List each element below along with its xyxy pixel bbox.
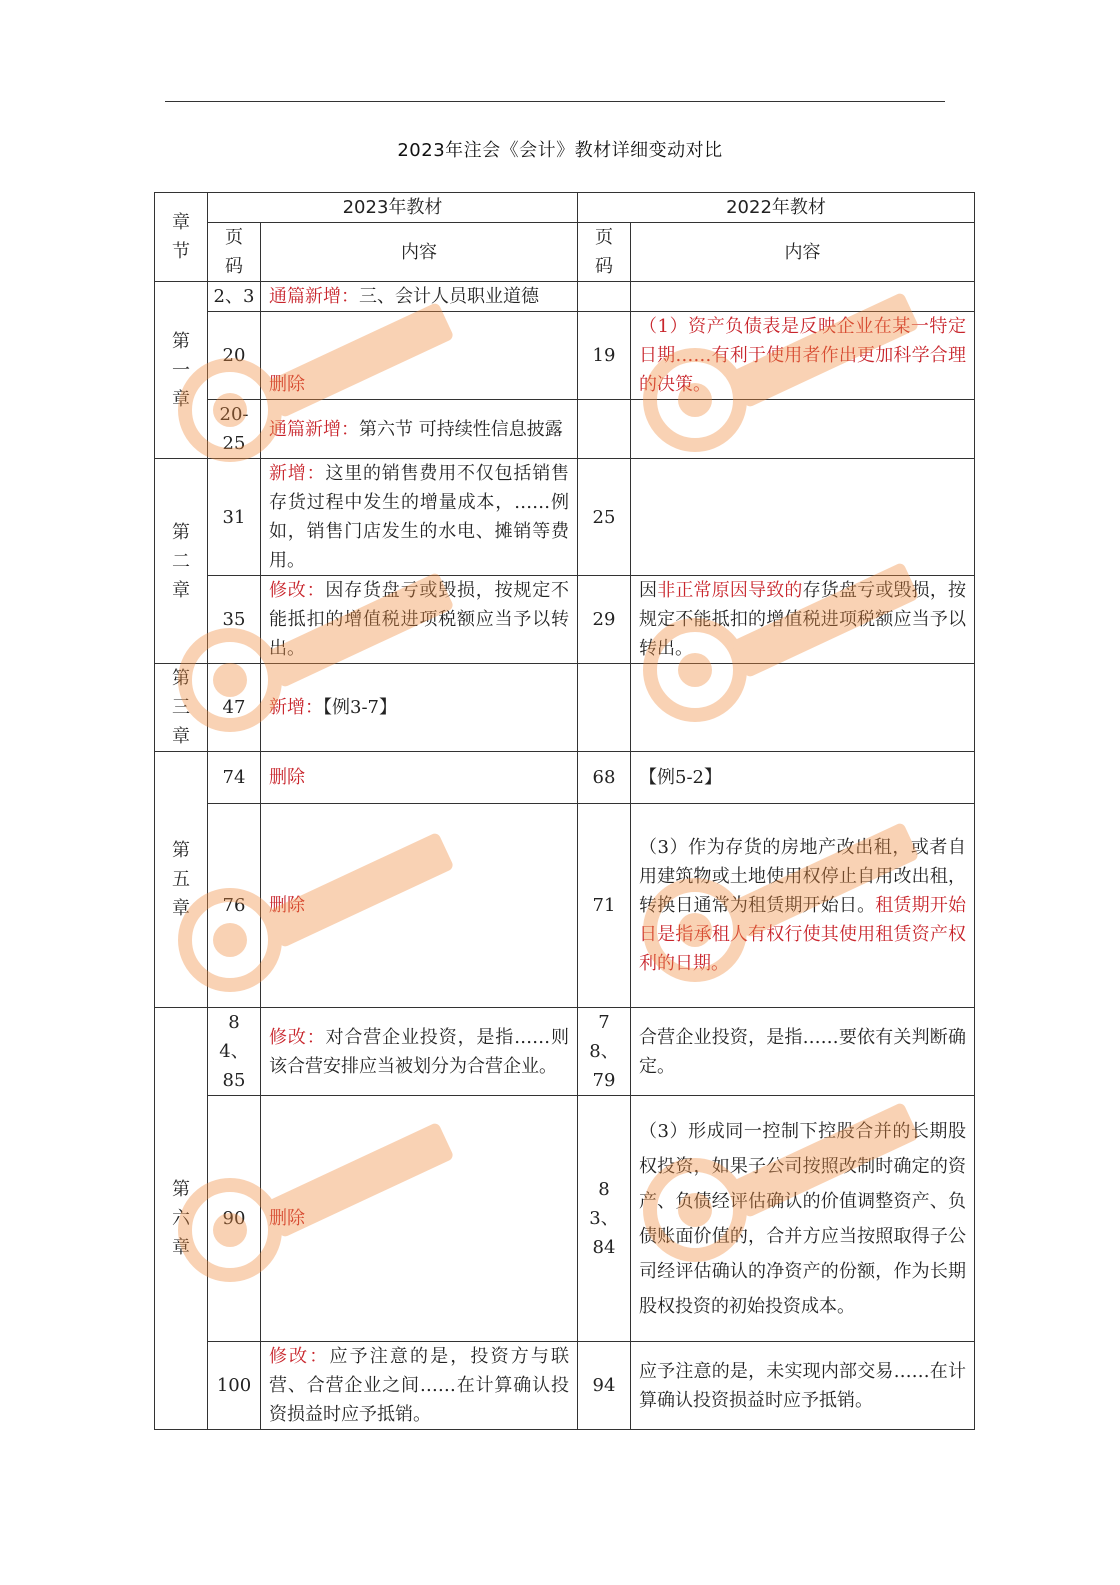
page-2023: 76 <box>208 804 261 1008</box>
content-2023: 删除 <box>261 1096 578 1342</box>
page-2023: 31 <box>208 459 261 576</box>
page-2022: 71 <box>578 804 631 1008</box>
content-2023: 修改：因存货盘亏或毁损，按规定不能抵扣的增值税进项税额应当予以转出。 <box>261 576 578 664</box>
page-2023: 20 <box>208 312 261 400</box>
header-2022-edition: 2022年教材 <box>578 193 975 223</box>
content-2023: 新增：【例3-7】 <box>261 664 578 752</box>
comparison-table <box>154 192 975 1430</box>
page-2022: 83、84 <box>578 1096 631 1342</box>
table-row <box>155 1008 975 1096</box>
content-2022: 【例5-2】 <box>631 752 975 804</box>
chapter-label: 第一章 <box>155 282 208 459</box>
content-2022 <box>631 664 975 752</box>
table-row <box>155 459 975 576</box>
table-row <box>155 576 975 664</box>
content-2022: （3）形成同一控制下控股合并的长期股权投资，如果子公司按照改制时确定的资产、负债经评估确认的价值调整资产、负债账面价值的，合并方应当按照取得子公司经评估确认的净资产的份额，作为长期股权投资的初始投资成本。 <box>631 1096 975 1342</box>
table-row <box>155 282 975 312</box>
content-2022: 应予注意的是，未实现内部交易……在计算确认投资损益时应予抵销。 <box>631 1342 975 1430</box>
page-2022: 25 <box>578 459 631 576</box>
page-2022 <box>578 664 631 752</box>
page-2023: 47 <box>208 664 261 752</box>
page-2022: 19 <box>578 312 631 400</box>
table-row <box>155 804 975 1008</box>
table-row <box>155 752 975 804</box>
content-2022: 合营企业投资，是指……要依有关判断确定。 <box>631 1008 975 1096</box>
header-2023-edition: 2023年教材 <box>208 193 578 223</box>
header-content-2023: 内容 <box>261 223 578 282</box>
content-2023: 新增：这里的销售费用不仅包括销售存货过程中发生的增量成本，……例如，销售门店发生的水电、摊销等费用。 <box>261 459 578 576</box>
content-2022: （1）资产负债表是反映企业在某一特定日期……有利于使用者作出更加科学合理的决策。 <box>631 312 975 400</box>
chapter-label: 第三章 <box>155 664 208 752</box>
chapter-label: 第五章 <box>155 752 208 1008</box>
content-2023: 修改：应予注意的是，投资方与联营、合营企业之间……在计算确认投资损益时应予抵销。 <box>261 1342 578 1430</box>
page-title: 2023年注会《会计》教材详细变动对比 <box>397 140 723 161</box>
header-chapter: 章节 <box>155 193 208 282</box>
content-2022: （3）作为存货的房地产改出租，或者自用建筑物或土地使用权停止自用改出租，转换日通常为租赁期开始日。租赁期开始日是指承租人有权行使其使用租赁资产权利的日期。 <box>631 804 975 1008</box>
header-page-2023: 页码 <box>208 223 261 282</box>
content-2022: 因非正常原因导致的存货盘亏或毁损，按规定不能抵扣的增值税进项税额应当予以转出。 <box>631 576 975 664</box>
page-2023: 84、85 <box>208 1008 261 1096</box>
chapter-label: 第六章 <box>155 1008 208 1430</box>
chapter-label: 第二章 <box>155 459 208 664</box>
page-2022 <box>578 400 631 459</box>
table-row <box>155 1096 975 1342</box>
header-content-2022: 内容 <box>631 223 975 282</box>
content-2023: 通篇新增：三、会计人员职业道德 <box>261 282 578 312</box>
page-2023: 74 <box>208 752 261 804</box>
header-page-2022: 页码 <box>578 223 631 282</box>
page-2022: 78、79 <box>578 1008 631 1096</box>
page-2023: 90 <box>208 1096 261 1342</box>
page-2022: 29 <box>578 576 631 664</box>
page-2023: 20-25 <box>208 400 261 459</box>
content-2023: 删除 <box>261 312 578 400</box>
table-row <box>155 664 975 752</box>
content-2023: 删除 <box>261 752 578 804</box>
content-2022 <box>631 459 975 576</box>
page-2022: 68 <box>578 752 631 804</box>
top-rule <box>165 101 945 102</box>
page-2023: 35 <box>208 576 261 664</box>
table-row <box>155 312 975 400</box>
table-row <box>155 1342 975 1430</box>
page-2023: 2、3 <box>208 282 261 312</box>
page-2022 <box>578 282 631 312</box>
content-2023: 修改：对合营企业投资，是指……则该合营安排应当被划分为合营企业。 <box>261 1008 578 1096</box>
page-2022: 94 <box>578 1342 631 1430</box>
table-row <box>155 400 975 459</box>
content-2022 <box>631 282 975 312</box>
content-2022 <box>631 400 975 459</box>
content-2023: 删除 <box>261 804 578 1008</box>
content-2023: 通篇新增：第六节 可持续性信息披露 <box>261 400 578 459</box>
page-2023: 100 <box>208 1342 261 1430</box>
